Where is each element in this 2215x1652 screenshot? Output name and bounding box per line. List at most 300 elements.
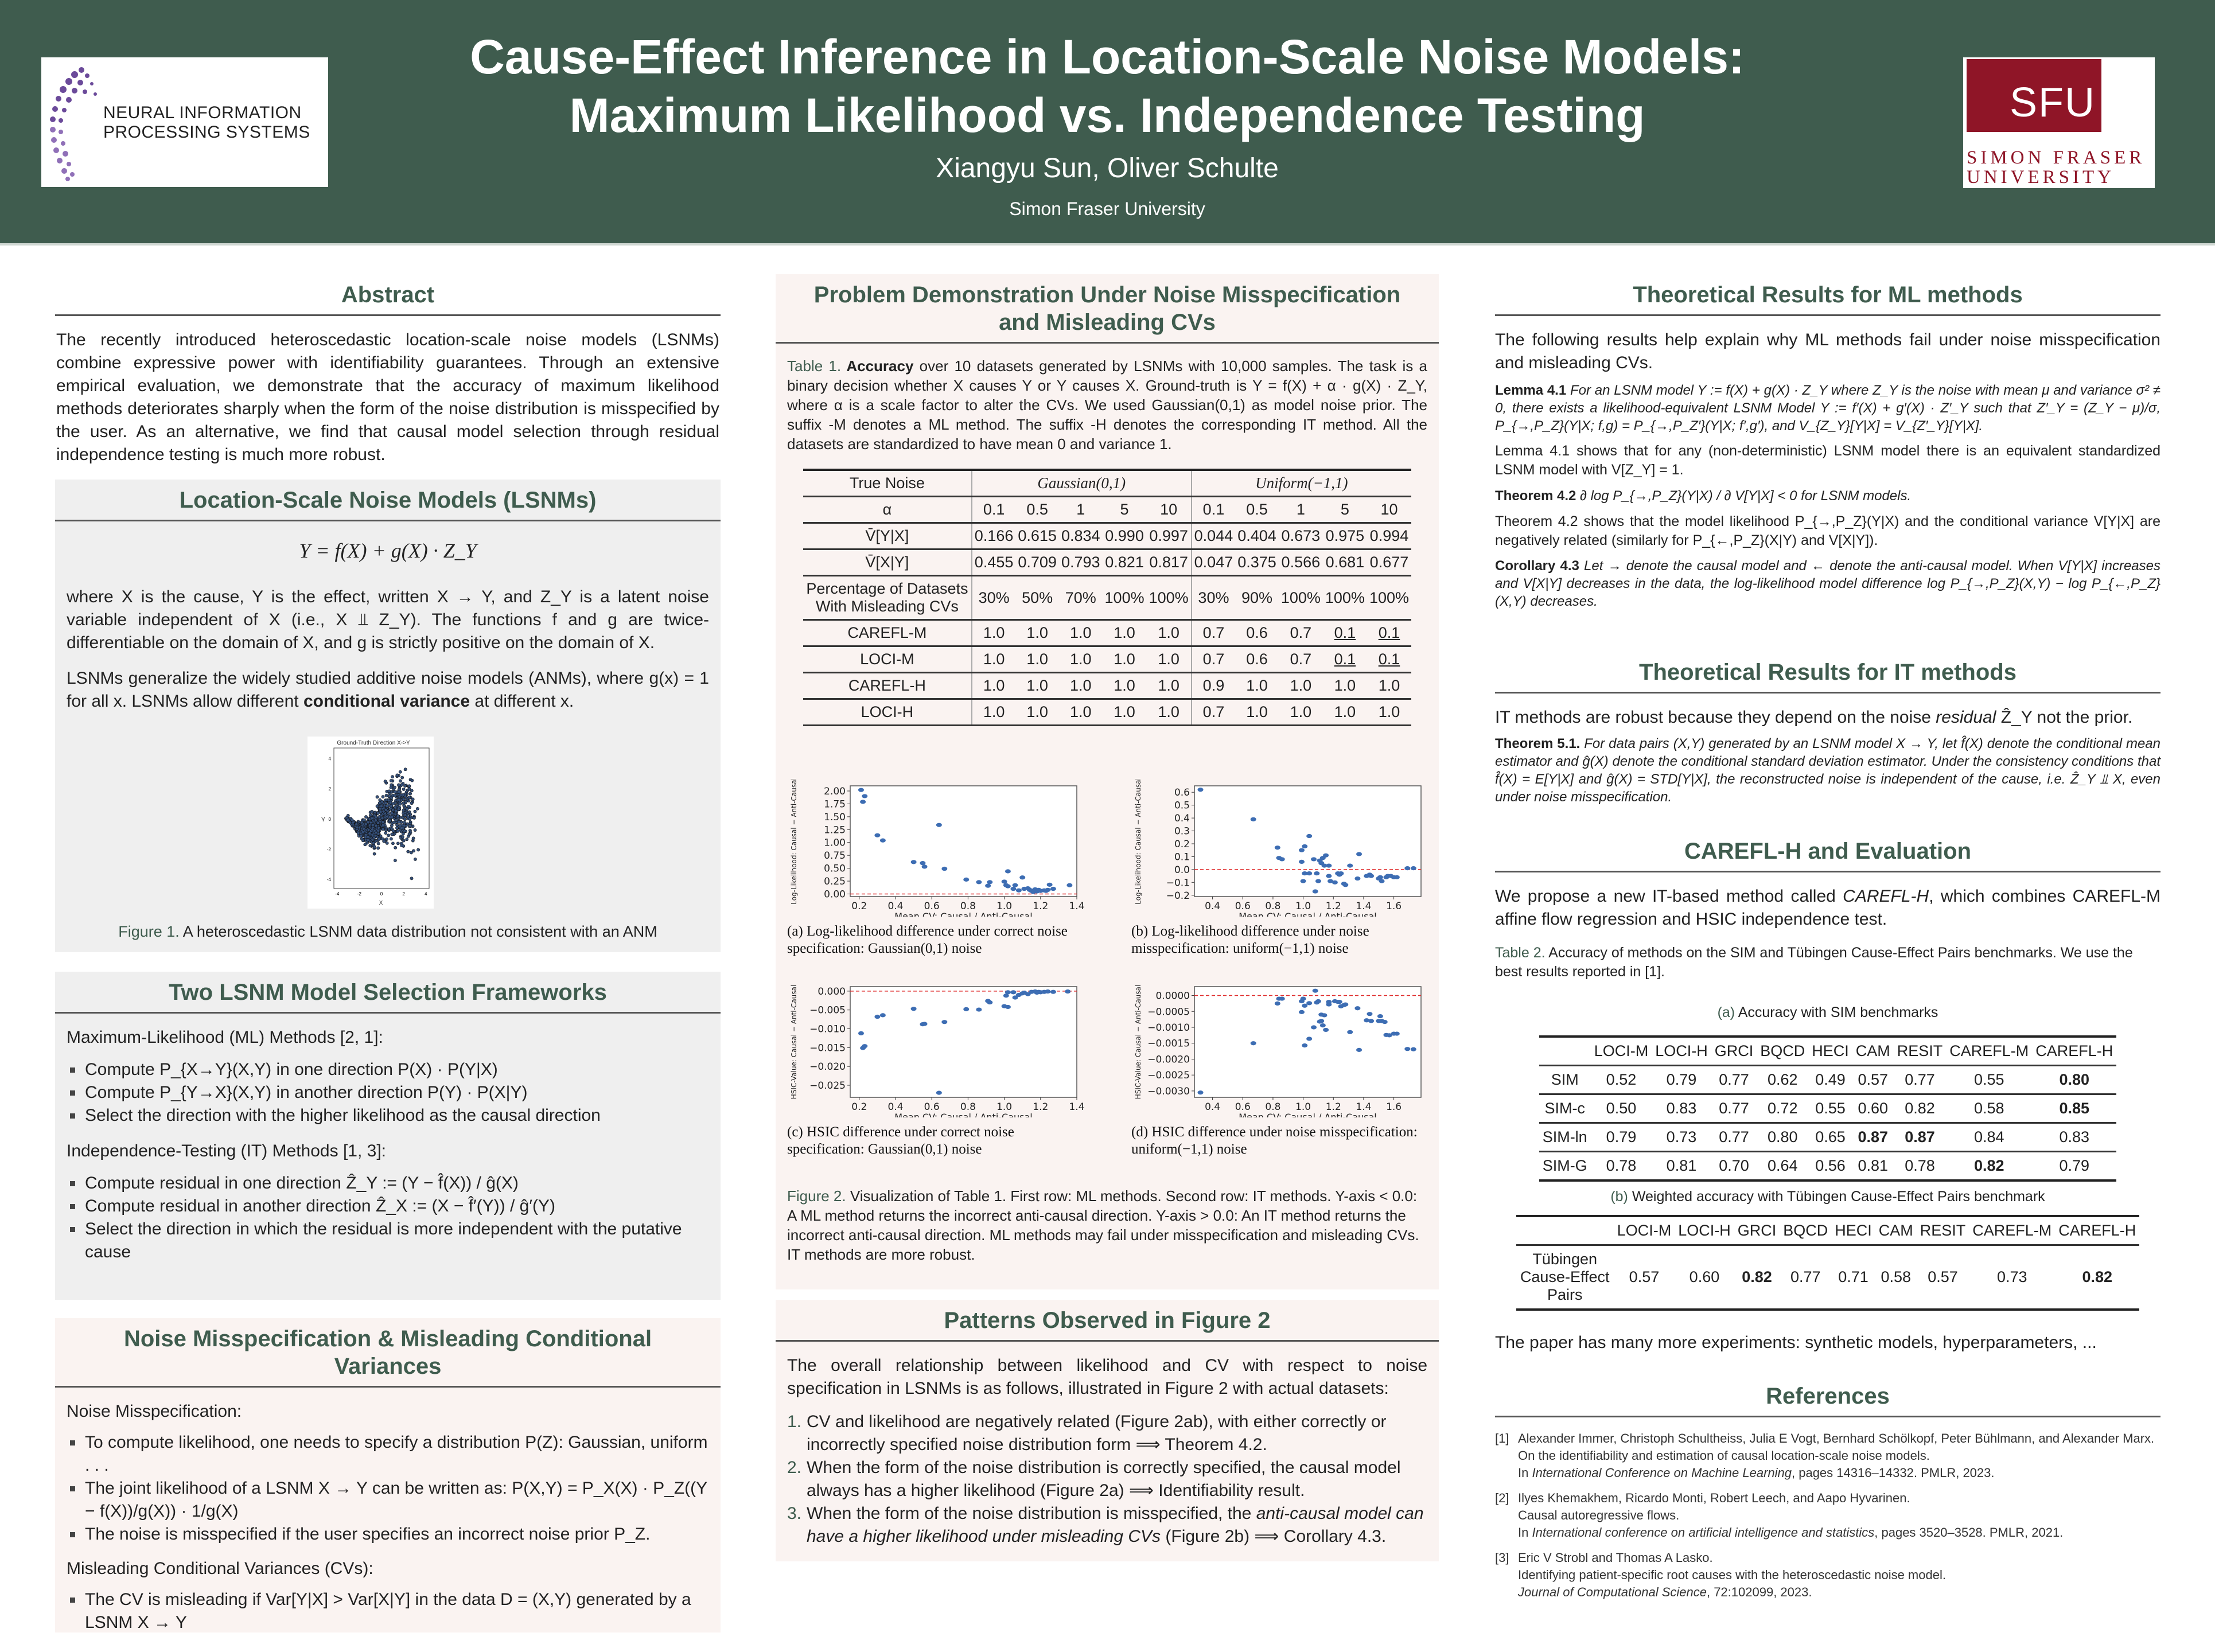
data-point [976,1007,982,1011]
best-value: 0.82 [2082,1268,2113,1285]
x-tick-label: 0.2 [851,901,867,912]
table-cell: 0.6 [1235,646,1279,673]
data-point [1377,1014,1383,1018]
lemma-text: For an LSNM model Y := f(X) + g(X) · Z_Y where Z_Y is the noise with mean μ and variance σ² ≠ 0, there exists a likelihood-equivalent LSNM Model Y := f′(X) + g′(X) · Z′_Y such that Z′_Y = (Z_Y − μ)/σ, P_{→,P_Z}(Y|X; f,g) = P_{→,P_Z′}(Y|X; f′,g′), and V_{Z_Y}[Y|X] = V_{Z′_Y}[Y|X]. [1495,383,2160,434]
fig1-point [414,828,416,831]
table-cell: 30% [972,576,1016,620]
table-header-row [1539,1037,2117,1066]
figure-1-caption [67,920,709,943]
fig1-point [376,796,379,798]
table-cell: 0.72 [1757,1094,1808,1123]
subfigure-caption: (a) Log-likelihood difference under correct noise specification: Gaussian(0,1) noise [787,924,1068,956]
fig1-title: Ground-Truth Direction X->Y [337,740,410,746]
divider [1495,1416,2160,1417]
fig1-point [402,793,405,796]
data-point [1005,869,1011,873]
caption-label: Figure 1. [118,923,180,940]
data-point [1306,871,1312,875]
data-point [1318,1019,1324,1023]
column-header: CAM [1875,1216,1917,1245]
table-cell: 0.64 [1757,1152,1808,1181]
fig1-point [408,811,411,813]
fig1-point [368,832,371,835]
table-cell: 0.82 [1894,1094,1947,1123]
fig1-xtick: 4 [424,891,427,897]
table-cell: 90% [1235,576,1279,620]
fig1-point [390,837,392,840]
more-experiments-note: The paper has many more experiments: synthetic models, hyperparameters, ... [1495,1333,2097,1352]
data-point [1299,1010,1305,1014]
data-point [1066,883,1072,887]
venue-prefix: In [1518,1466,1532,1480]
fig1-point [402,839,405,842]
x-axis-label: Mean CV: Causal / Anti-Causal [894,911,1033,917]
venue-name: International Conference on Machine Learning [1532,1466,1792,1480]
fig1-point [378,801,381,804]
data-point [963,1007,969,1011]
table-cell [1734,1245,1780,1310]
sfu-mark [1967,59,2101,132]
fig1-point [408,788,411,790]
fig1-point [403,824,406,827]
x-tick-label: 0.8 [960,901,976,912]
table-cell: 1.0 [1015,620,1059,646]
fig1-point [416,848,419,851]
table-row [1539,1123,2117,1152]
data-point [1301,879,1306,883]
sfu-line2: UNIVERSITY [1967,167,2115,188]
subfigure-caption: (d) HSIC difference under noise misspecification: uniform(−1,1) noise [1131,1124,1418,1157]
theorem-label: Theorem 4.2 [1495,488,1576,504]
x-tick-label: 1.4 [1069,1101,1085,1113]
fig1-xtick: 0 [380,891,383,897]
fig1-point [394,790,396,793]
text-run: , which combines CAREFL-M affine flow regression and HSIC independence test. [1495,887,2160,929]
fig1-point [347,818,349,821]
patterns-intro: The overall relationship between likelihood and CV with respect to noise specification in LSNMs is as follows, illustrated in Figure 2 with actual datasets: [787,1356,1427,1398]
fig1-xtick: -4 [335,891,340,897]
item-number: 1. [787,1412,802,1431]
data-point [1323,854,1329,858]
caption-label: (b) [1610,1189,1628,1205]
table-cell: 5 [1103,497,1147,523]
fig1-point [403,784,406,787]
data-point [874,1015,880,1019]
table-cell: 0.57 [1917,1245,1969,1310]
table-cell: 50% [1015,576,1059,620]
reference-authors: Ilyes Khemakhem, Ricardo Monti, Robert Leech, and Aapo Hyvarinen. [1518,1491,1910,1505]
fig1-point [414,858,416,860]
fig1-point [408,817,411,820]
column-header: LOCI-H [1652,1037,1711,1066]
y-tick-label: −0.005 [809,1004,846,1016]
x-tick-label: 1.0 [1295,1101,1311,1113]
table-cell: 70% [1059,576,1103,620]
table-cell: 0.73 [1969,1245,2055,1310]
table-cell: 1.0 [1015,699,1059,726]
reference-list [1495,1430,2160,1601]
fig1-point [391,842,394,845]
table-cell: 0.793 [1059,550,1103,576]
data-point [1010,990,1016,994]
table-cell: 0.047 [1192,550,1236,576]
fig1-point [382,828,384,831]
table-cell: 0.70 [1711,1152,1757,1181]
ml-heading [67,1026,709,1049]
best-value: 0.87 [1858,1128,1889,1146]
ml-theory-section [1495,274,2160,641]
x-tick-label: 0.6 [924,1101,940,1113]
table-cell: 0.044 [1192,523,1236,550]
table-cell [2032,1066,2116,1094]
fig1-point [373,846,376,848]
row-label: SIM-c [1539,1094,1591,1123]
fig1-point [397,784,400,786]
row-label: True Noise [803,470,972,497]
table-cell: 0.673 [1279,523,1323,550]
fig1-point [401,816,404,819]
x-tick-label: 1.2 [1325,901,1341,912]
divider [1495,692,2160,693]
x-tick-label: 1.2 [1033,1101,1049,1113]
x-tick-label: 1.0 [1295,901,1311,912]
item-number: 3. [787,1504,802,1523]
data-point [862,1044,867,1048]
pattern-item [787,1502,1427,1548]
fig1-point [404,814,407,817]
fig1-point [360,821,363,824]
x-tick-label: 1.2 [1325,1101,1341,1113]
table-cell: 100% [1103,576,1147,620]
section-title: Location-Scale Noise Models (LSNMs) [179,488,597,513]
neurips-dots-icon [47,63,110,184]
data-point [858,788,864,792]
fig1-point [363,819,365,821]
x-tick-label: 0.8 [1265,1101,1281,1113]
theorem-4-2 [1495,486,2160,505]
method-name: CAREFL-H [1843,887,1929,906]
data-point [1306,1037,1312,1041]
fig1-point [409,792,412,795]
fig1-point [412,837,415,840]
data-point [1045,989,1050,993]
column-header: CAM [1852,1037,1894,1066]
column-header: CAREFL-H [2032,1037,2116,1066]
table-cell [1946,1152,2032,1181]
fig1-point [412,816,415,819]
fig1-point [400,784,403,786]
x-tick-label: 1.6 [1386,1101,1402,1113]
venue-suffix: , pages 3520–3528. PMLR, 2021. [1874,1525,2064,1540]
fig1-point [379,811,382,813]
fig1-point [400,827,403,829]
table-cell: 1.0 [1323,699,1367,726]
table-1-caption [787,356,1427,454]
y-axis-label: Log-Likelihood: Causal − Anti-Causal [790,779,798,905]
fig1-point [384,801,387,804]
fig1-point [396,774,399,777]
table-cell: 1.0 [1367,673,1411,699]
reference-venue [1518,1584,2160,1601]
data-point [1315,879,1321,883]
it-method-list [67,1172,709,1264]
fig1-point [394,859,396,862]
fig1-point [371,828,374,831]
data-point [1394,875,1400,879]
table-cell: 0.62 [1757,1066,1808,1094]
column-header: RESIT [1917,1216,1969,1245]
fig1-ytick: 0 [328,816,331,822]
table-cell: 0.7 [1192,646,1236,673]
table-cell: 1.0 [1279,699,1323,726]
fig1-point [369,844,372,847]
column-header: BQCD [1757,1037,1808,1066]
data-point [1019,875,1025,879]
patterns-list [787,1411,1427,1548]
divider [55,1012,721,1014]
x-tick-label: 0.8 [1265,901,1281,912]
data-point [1299,860,1305,864]
affiliation: Simon Fraser University [1009,198,1205,219]
fig1-point [377,847,380,850]
x-tick-label: 0.6 [1235,1101,1251,1113]
fig1-point [403,830,406,833]
table-cell: 0.5 [1235,497,1279,523]
table-cell: 0.77 [1711,1123,1757,1152]
fig1-point [377,837,380,840]
section-title: Noise Misspecification & Misleading Conditional Variances [123,1326,652,1379]
data-point [1356,852,1362,856]
fig1-point [371,810,373,813]
lemma-label: Lemma 4.1 [1495,383,1567,398]
fig1-point [414,810,416,813]
column-header: LOCI-M [1591,1037,1652,1066]
column-header: GRCI [1734,1216,1780,1245]
fig1-point [390,786,392,789]
item-number: 2. [787,1458,802,1477]
y-tick-label: −0.0005 [1147,1006,1190,1018]
fig1-point [361,839,364,842]
table-cell: 0.81 [1652,1152,1711,1181]
data-point [1275,846,1280,850]
table-cell: 30% [1192,576,1236,620]
data-point [1275,1002,1280,1006]
list-item: Select the direction with the higher likelihood as the causal direction [67,1104,709,1127]
fig1-point [394,794,396,797]
fig1-point [383,840,386,843]
italic-term: residual [1936,708,1996,727]
data-point [1404,866,1410,870]
column-header: GRCI [1711,1037,1757,1066]
x-axis-label: Mean CV: Causal / Anti-Causal [894,1112,1033,1117]
fig1-point [411,798,414,801]
reference-key: [3] [1495,1550,1509,1565]
fig1-points [344,768,419,880]
reference-title: Causal autoregressive flows. [1518,1508,1680,1522]
y-tick-label: −0.0015 [1147,1038,1190,1050]
poster-title [402,28,1813,145]
table-cell [2032,1094,2116,1123]
table-cell: 0.5 [1015,497,1059,523]
fig1-point [402,798,405,801]
best-value: 0.85 [2059,1100,2090,1117]
caption-text: Weighted accuracy with Tübingen Cause-Effect Pairs benchmark [1628,1189,2045,1205]
group-header: Uniform(−1,1) [1192,470,1411,497]
fig1-point [374,819,377,822]
data-point [1337,1000,1342,1004]
fig1-point [349,821,352,824]
lsnm-paragraph-2 [67,667,709,713]
fig1-point [375,824,377,827]
table-cell: 0.7 [1279,646,1323,673]
list-item: Compute P_{X→Y}(X,Y) in one direction P(X) · P(Y|X) [67,1058,709,1081]
item-italic: anti-causal model can have a higher likelihood under misleading CVs [807,1504,1424,1546]
fig1-point [396,842,399,845]
table-cell: 1.0 [1279,673,1323,699]
table-cell: 0.166 [972,523,1016,550]
fig1-ytick: -2 [326,847,331,852]
table-cell: 0.1 [1323,646,1367,673]
table-cell: 1.0 [1147,620,1192,646]
fig1-point [355,823,358,825]
fig1-point [386,815,388,818]
poster-header [0,0,2215,246]
lsnm-equation: Y = f(X) + g(X) · Z_Y [299,539,477,562]
best-value: 0.87 [1905,1128,1935,1146]
fig1-point [381,817,384,820]
fig1-xtick: -2 [357,891,361,897]
table-cell: 1.0 [1059,646,1103,673]
venue-name: International conference on artificial intelligence and statistics [1532,1525,1875,1540]
data-point [874,833,880,837]
text-run: at different x. [470,692,574,711]
fig1-point [393,786,396,789]
fig1-point [356,826,359,829]
scatter-panel-c [787,980,1085,1175]
fig1-point [396,815,399,817]
list-item: The joint likelihood of a LSNM X → Y can be written as: P(X,Y) = P_X(X) · P_Z((Y − f(X))/g(X)) · 1/g(X) [67,1477,709,1523]
data-point [1313,989,1318,993]
data-point [1311,1025,1317,1029]
title-line1: Cause-Effect Inference in Location-Scale Noise Models: [470,30,1745,84]
abstract-section [55,274,721,469]
table-cell [1894,1123,1947,1152]
sfu-line1: SIMON FRASER [1967,147,2146,168]
carefl-intro [1495,885,2160,931]
table-cell: 1.0 [1235,673,1279,699]
fig1-point [408,824,411,827]
data-point [1342,883,1348,887]
table-cell: 0.78 [1591,1152,1652,1181]
data-point [1302,844,1307,848]
fig1-point [387,812,390,815]
fig1-point [406,807,408,810]
fig1-point [360,835,363,837]
fig1-xtick: 2 [402,891,405,897]
fig1-point [372,842,375,845]
table-cell: 0.77 [1711,1066,1757,1094]
column-header: LOCI-M [1614,1216,1675,1245]
fig1-point [364,815,367,818]
y-tick-label: 1.50 [824,811,846,823]
data-point [1342,1002,1348,1006]
table-cell: 0.566 [1279,550,1323,576]
table-cell: 0.79 [1591,1123,1652,1152]
section-title: Two LSNM Model Selection Frameworks [169,980,607,1005]
table-cell: 0.9 [1192,673,1236,699]
venue-suffix: , pages 14316–14332. PMLR, 2023. [1792,1466,1995,1480]
ml-citation: [2, 1]: [335,1028,383,1047]
table-row [1516,1245,2140,1310]
data-point [1005,1005,1011,1009]
neurips-line1: NEURAL INFORMATION [103,103,302,122]
table-cell: 0.84 [1946,1123,2032,1152]
data-point [1323,1028,1329,1032]
table-cell: 1 [1279,497,1323,523]
scatter-plot-c [787,980,1085,1117]
data-point [976,880,982,884]
fig1-point [391,833,394,836]
best-value: 0.82 [1973,1157,2004,1174]
data-point [1065,989,1070,993]
x-tick-label: 0.4 [1205,1101,1221,1113]
neurips-logo-text [103,103,310,142]
data-point [858,1031,864,1035]
list-item: Select the direction in which the residual is more independent with the putative cause [67,1218,709,1264]
data-point [1306,1001,1312,1005]
ml-method-list [67,1058,709,1127]
table-cell: 0.49 [1808,1066,1852,1094]
data-point [985,884,991,888]
noise-section [55,1318,721,1632]
row-label: LOCI-M [803,646,972,673]
fig1-point [398,798,400,801]
fig1-point [403,804,406,807]
lemma-note: Lemma 4.1 shows that for any (non-deterministic) LSNM model there is an equivalent standardized LSNM model with V[Z_Y] = 1. [1495,443,2160,478]
row-label: CAREFL-M [803,620,972,646]
table-cell: 0.1 [1367,646,1411,673]
row-label: V̄[X|Y] [803,550,972,576]
data-point [936,823,942,827]
fig1-point [397,808,400,811]
section-title: Problem Demonstration Under Noise Misspecification and Misleading CVs [813,282,1401,335]
fig1-point [388,790,391,793]
table-cell: 0.1 [1367,620,1411,646]
list-item: The noise is misspecified if the user specifies an incorrect noise prior P_Z. [67,1523,709,1546]
reference-authors: Eric V Strobl and Thomas A Lasko. [1518,1550,1713,1565]
scatter-panel-b [1131,779,1430,974]
corollary-4-3 [1495,557,2160,610]
table-cell: 100% [1367,576,1411,620]
theorem-note: Theorem 4.2 shows that the model likelihood P_{→,P_Z}(Y|X) and the conditional variance V[Y|X] are negatively related (similarly for P_{←,P_Z}(X|Y) and V[X|Y]). [1495,513,2160,548]
corner-cell [1539,1037,1591,1066]
fig1-point [411,779,414,782]
y-tick-label: 0.3 [1174,825,1190,837]
figure-1-scatter [307,737,434,909]
x-tick-label: 1.4 [1356,901,1372,912]
divider [1495,314,2160,316]
data-point [1326,1000,1332,1004]
sfu-mark-text: SFU [2010,80,2096,126]
plot-frame [1194,786,1421,897]
x-tick-label: 1.0 [996,901,1013,912]
data-point [1302,1004,1307,1008]
table-cell [1852,1123,1894,1152]
authors: Xiangyu Sun, Oliver Schulte [936,153,1279,184]
patterns-section [776,1300,1439,1561]
table-cell: 0.77 [1711,1094,1757,1123]
reference-authors: Alexander Immer, Christoph Schultheiss, Julia E Vogt, Bernhard Schölkopf, Peter Bühlmann, and Alexander Marx. [1518,1431,2155,1446]
